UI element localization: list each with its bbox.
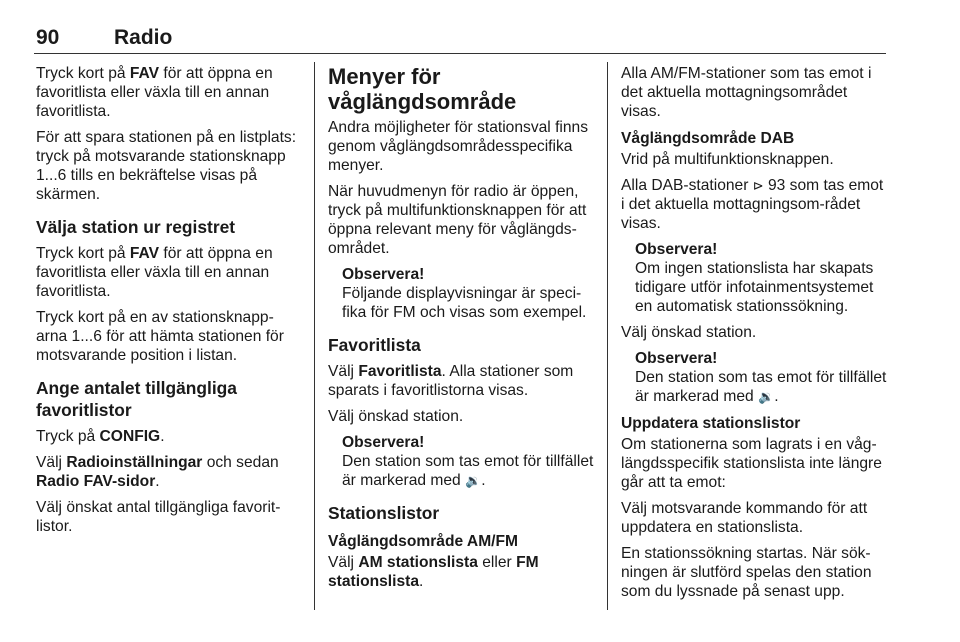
paragraph: Välj Radioinställningar och sedan Radio FAV-sidor. (36, 454, 279, 490)
note-text: Om ingen stationslista har skapats tidigare utför infotainmentsystemet en automatisk stationssökning. (635, 260, 874, 315)
note-text: Den station som tas emot för tillfället är markerad med (342, 453, 594, 489)
note-title: Observera! (635, 241, 718, 258)
heading-band-menus: Menyer för våglängdsområde (328, 64, 517, 114)
paragraph: Andra möjligheter för stationsval finns genom våglängdsområdesspecifika menyer. (328, 119, 589, 174)
menu-label: Radioinställningar (66, 454, 203, 471)
note-box (342, 265, 596, 322)
note-title: Observera! (342, 266, 425, 283)
heading-favorite-count: Ange antalet tillgängliga favoritlistor (36, 378, 237, 420)
column-divider-2 (607, 62, 608, 610)
page-number: 90 (36, 26, 60, 49)
key-label: FAV (129, 245, 160, 262)
key-label: CONFIG (99, 428, 161, 445)
note-title: Observera! (342, 434, 425, 451)
heading-favorites: Favoritlista (328, 335, 421, 355)
paragraph: Välj önskad station. (621, 324, 757, 341)
column-divider-1 (314, 62, 315, 610)
paragraph: Välj önskad station. (328, 408, 464, 425)
note-text: Följande displayvisningar är speci-fika för FM och visas som exempel. (342, 285, 587, 321)
speaker-icon: 🔉 (465, 473, 482, 488)
page-header (36, 26, 886, 52)
subheading-am-fm: Våglängdsområde AM/FM (328, 533, 519, 550)
menu-label: FM stationslista (328, 554, 539, 590)
paragraph: En stationssökning startas. När sök-ningen är slutförd spelas den station som du lyssnade på senast upp. (621, 545, 872, 600)
note-box (635, 240, 891, 316)
menu-label: AM stationslista (358, 554, 478, 571)
menu-label: Radio FAV-sidor (36, 473, 156, 490)
paragraph: Alla DAB-stationer ⊳ 93 som tas emot i det aktuella mottagningsom-rådet visas. (621, 177, 884, 232)
paragraph: Välj önskat antal tillgängliga favorit-listor. (36, 499, 281, 535)
subheading-update-lists: Uppdatera stationslistor (621, 415, 801, 432)
paragraph: Tryck kort på FAV för att öppna en favoritlista eller växla till en annan favoritlista. (36, 65, 273, 120)
header-divider (34, 53, 886, 54)
paragraph: Vrid på multifunktionsknappen. (621, 151, 834, 168)
paragraph: Alla AM/FM-stationer som tas emot i det aktuella mottagningsområdet visas. (621, 65, 872, 120)
heading-select-station: Välja station ur registret (36, 217, 236, 237)
subheading-dab: Våglängdsområde DAB (621, 130, 795, 147)
key-label: FAV (129, 65, 160, 82)
paragraph: För att spara stationen på en listplats: tryck på motsvarande stationsknapp 1...6 tills en bekräftelse visas på skärmen. (36, 129, 297, 203)
speaker-icon: 🔉 (758, 389, 775, 404)
note-box: Observera! Den station som tas emot för tillfället är markerad med 🔉. (342, 433, 596, 490)
column-2 (328, 64, 596, 598)
menu-label: Favoritlista (358, 363, 442, 380)
heading-station-lists: Stationslistor (328, 503, 440, 523)
note-box: Observera! Den station som tas emot för tillfället är markerad med 🔉. (635, 349, 891, 406)
paragraph: Välj motsvarande kommando för att uppdatera en stationslista. (621, 500, 868, 536)
note-title: Observera! (635, 350, 718, 367)
paragraph: När huvudmenyn för radio är öppen, tryck på multifunktionsknappen för att öppna relevant meny för våglängds-området. (328, 183, 587, 257)
note-text: Den station som tas emot för tillfället är markerad med (635, 369, 887, 405)
paragraph: Välj Favoritlista. Alla stationer som sparats i favoritlistorna visas. (328, 363, 574, 399)
paragraph: Tryck på CONFIG. (36, 428, 165, 445)
column-1 (36, 64, 304, 543)
section-title: Radio (114, 26, 173, 49)
paragraph: Tryck kort på en av stationsknapp-arna 1...6 för att hämta stationen för motsvarande position i listan. (36, 309, 284, 364)
paragraph: Välj AM stationslista eller FM stationslista. (328, 554, 539, 590)
arrow-ref-icon: ⊳ (752, 178, 764, 193)
column-3 (621, 64, 891, 608)
paragraph: Tryck kort på FAV för att öppna en favoritlista eller växla till en annan favoritlista. (36, 245, 273, 300)
paragraph: Om stationerna som lagrats i en våg-längdsspecifik stationslista inte längre går att ta emot: (621, 436, 882, 491)
